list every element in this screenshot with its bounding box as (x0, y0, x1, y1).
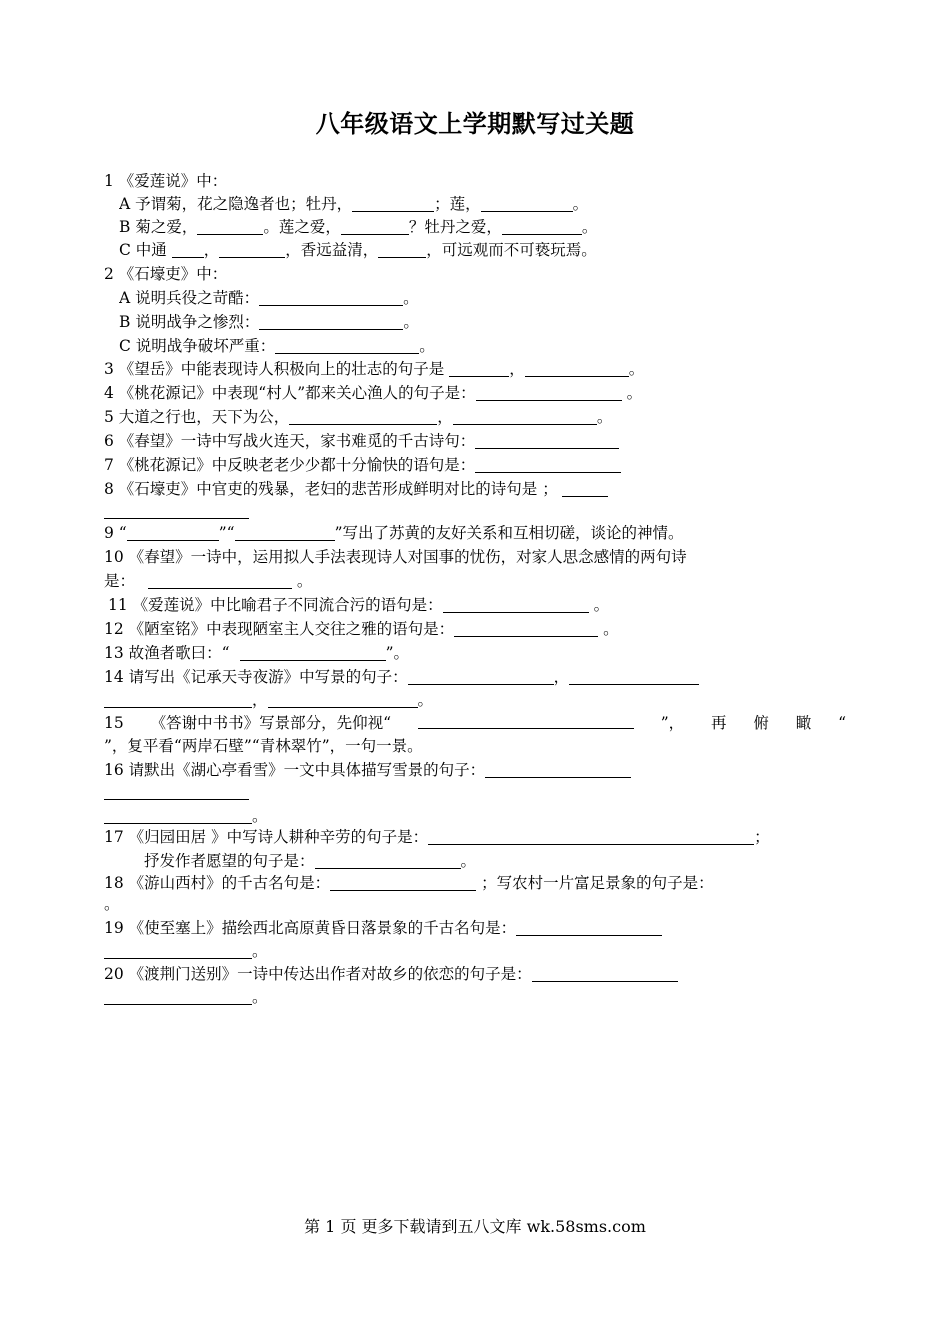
question-6: 6 《春望》一诗中写战火连天，家书难觅的千古诗句： (104, 430, 846, 452)
blank[interactable] (104, 501, 249, 519)
blank[interactable] (104, 782, 249, 800)
blank[interactable] (275, 337, 419, 354)
blank[interactable] (475, 432, 619, 449)
page-footer: 第 1 页 更多下载请到五八文库 wk.58sms.com (304, 1217, 646, 1236)
question-2-heading: 2 《石壕吏》中： (104, 265, 228, 283)
question-19-continuation: 。 (104, 940, 846, 962)
blank[interactable] (104, 988, 252, 1005)
blank[interactable] (378, 241, 426, 258)
question-9: 9 “ ”“ ”写出了苏黄的友好关系和互相切磋，谈论的神情。 (104, 524, 684, 542)
question-5: 5 大道之行也，天下为公， ， 。 (104, 408, 613, 426)
blank[interactable] (562, 480, 608, 497)
question-16-continuation-2: 。 (104, 805, 846, 827)
blank[interactable] (418, 712, 634, 729)
blank[interactable] (454, 620, 598, 637)
blank[interactable] (315, 852, 461, 869)
question-14-continuation: ， 。 (104, 689, 846, 711)
question-1b: B 菊之爱， 。莲之爱， ？牡丹之爱， 。 (119, 218, 598, 236)
question-13: 13 故渔者歌曰：“ ”。 (104, 644, 410, 662)
question-1c: C 中通 ， ，香远益清， ，可远观而不可亵玩焉。 (119, 241, 597, 259)
blank[interactable] (485, 761, 631, 778)
question-2b: B 说明战争之惨烈： 。 (119, 313, 419, 331)
question-8: 8 《石壕吏》中官吏的残暴，老妇的悲苦形成鲜明对比的诗句是 ； (104, 478, 846, 500)
blank[interactable] (532, 965, 678, 982)
question-4: 4 《桃花源记》中表现“村人”都来关心渔人的句子是： 。 (104, 384, 643, 402)
question-3: 3 《望岳》中能表现诗人积极向上的壮志的句子是 ， 。 (104, 360, 645, 378)
question-16: 16 请默出《湖心亭看雪》一文中具体描写雪景的句子： (104, 759, 846, 781)
blank[interactable] (443, 596, 589, 613)
blank[interactable] (172, 241, 204, 258)
question-20: 20 《渡荆门送别》一诗中传达出作者对故乡的依恋的句子是： (104, 963, 846, 985)
question-20-continuation: 。 (104, 986, 846, 1008)
blank[interactable] (341, 218, 409, 235)
question-19: 19 《使至塞上》描绘西北高原黄昏日落景象的千古名句是： (104, 917, 846, 939)
question-17-continuation: 抒发作者愿望的句子是： 。 (144, 852, 477, 870)
blank[interactable] (259, 313, 403, 330)
question-12: 12 《陋室铭》中表现陋室主人交往之雅的语句是： 。 (104, 620, 619, 638)
blank[interactable] (428, 828, 754, 845)
question-18-continuation: 。 (104, 895, 120, 913)
blank[interactable] (569, 668, 699, 685)
question-10-continuation: 是： 。 (104, 572, 313, 590)
blank[interactable] (148, 572, 292, 589)
question-8-continuation (104, 501, 249, 523)
blank[interactable] (476, 384, 622, 401)
blank[interactable] (516, 919, 662, 936)
question-15-continuation: ”，复平看“两岸石壁”“青林翠竹”，一句一景。 (104, 737, 423, 755)
blank[interactable] (104, 807, 252, 824)
question-10: 10 《春望》一诗中，运用拟人手法表现诗人对国事的忧伤，对家人思念感情的两句诗 (104, 548, 687, 566)
question-15: 15 《答谢中书书》写景部分，先仰视“ ”， 再 俯 瞰 “ (104, 714, 846, 732)
question-18: 18 《游山西村》的千古名句是： ；写农村一片富足景象的句子是： (104, 874, 714, 892)
blank[interactable] (525, 360, 629, 377)
blank[interactable] (481, 195, 573, 212)
blank[interactable] (330, 874, 476, 891)
blank[interactable] (104, 691, 252, 708)
blank[interactable] (449, 360, 509, 377)
blank[interactable] (408, 668, 554, 685)
blank[interactable] (475, 456, 621, 473)
blank[interactable] (219, 241, 285, 258)
question-11: 11 《爱莲说》中比喻君子不同流合污的语句是： 。 (108, 596, 610, 614)
blank[interactable] (289, 408, 437, 425)
question-16-continuation (104, 782, 249, 804)
blank[interactable] (259, 289, 403, 306)
blank[interactable] (235, 524, 335, 541)
page-title: 八年级语文上学期默写过关题 (315, 110, 635, 138)
question-2c: C 说明战争破坏严重： 。 (119, 337, 435, 355)
question-1-heading: 1 《爱莲说》中： (104, 172, 228, 190)
blank[interactable] (352, 195, 434, 212)
blank[interactable] (197, 218, 263, 235)
blank[interactable] (240, 644, 386, 661)
question-7: 7 《桃花源记》中反映老老少少都十分愉快的语句是： (104, 454, 846, 476)
question-2a: A 说明兵役之苛酷： 。 (119, 289, 419, 307)
question-17: 17 《归园田居 》中写诗人耕种辛劳的句子是： ； (104, 828, 770, 846)
blank[interactable] (502, 218, 582, 235)
blank[interactable] (104, 942, 252, 959)
blank[interactable] (453, 408, 597, 425)
question-14: 14 请写出《记承天寺夜游》中写景的句子： ， (104, 666, 846, 688)
blank[interactable] (268, 691, 418, 708)
question-1a: A 予谓菊，花之隐逸者也；牡丹， ；莲， 。 (119, 195, 589, 213)
blank[interactable] (127, 524, 219, 541)
